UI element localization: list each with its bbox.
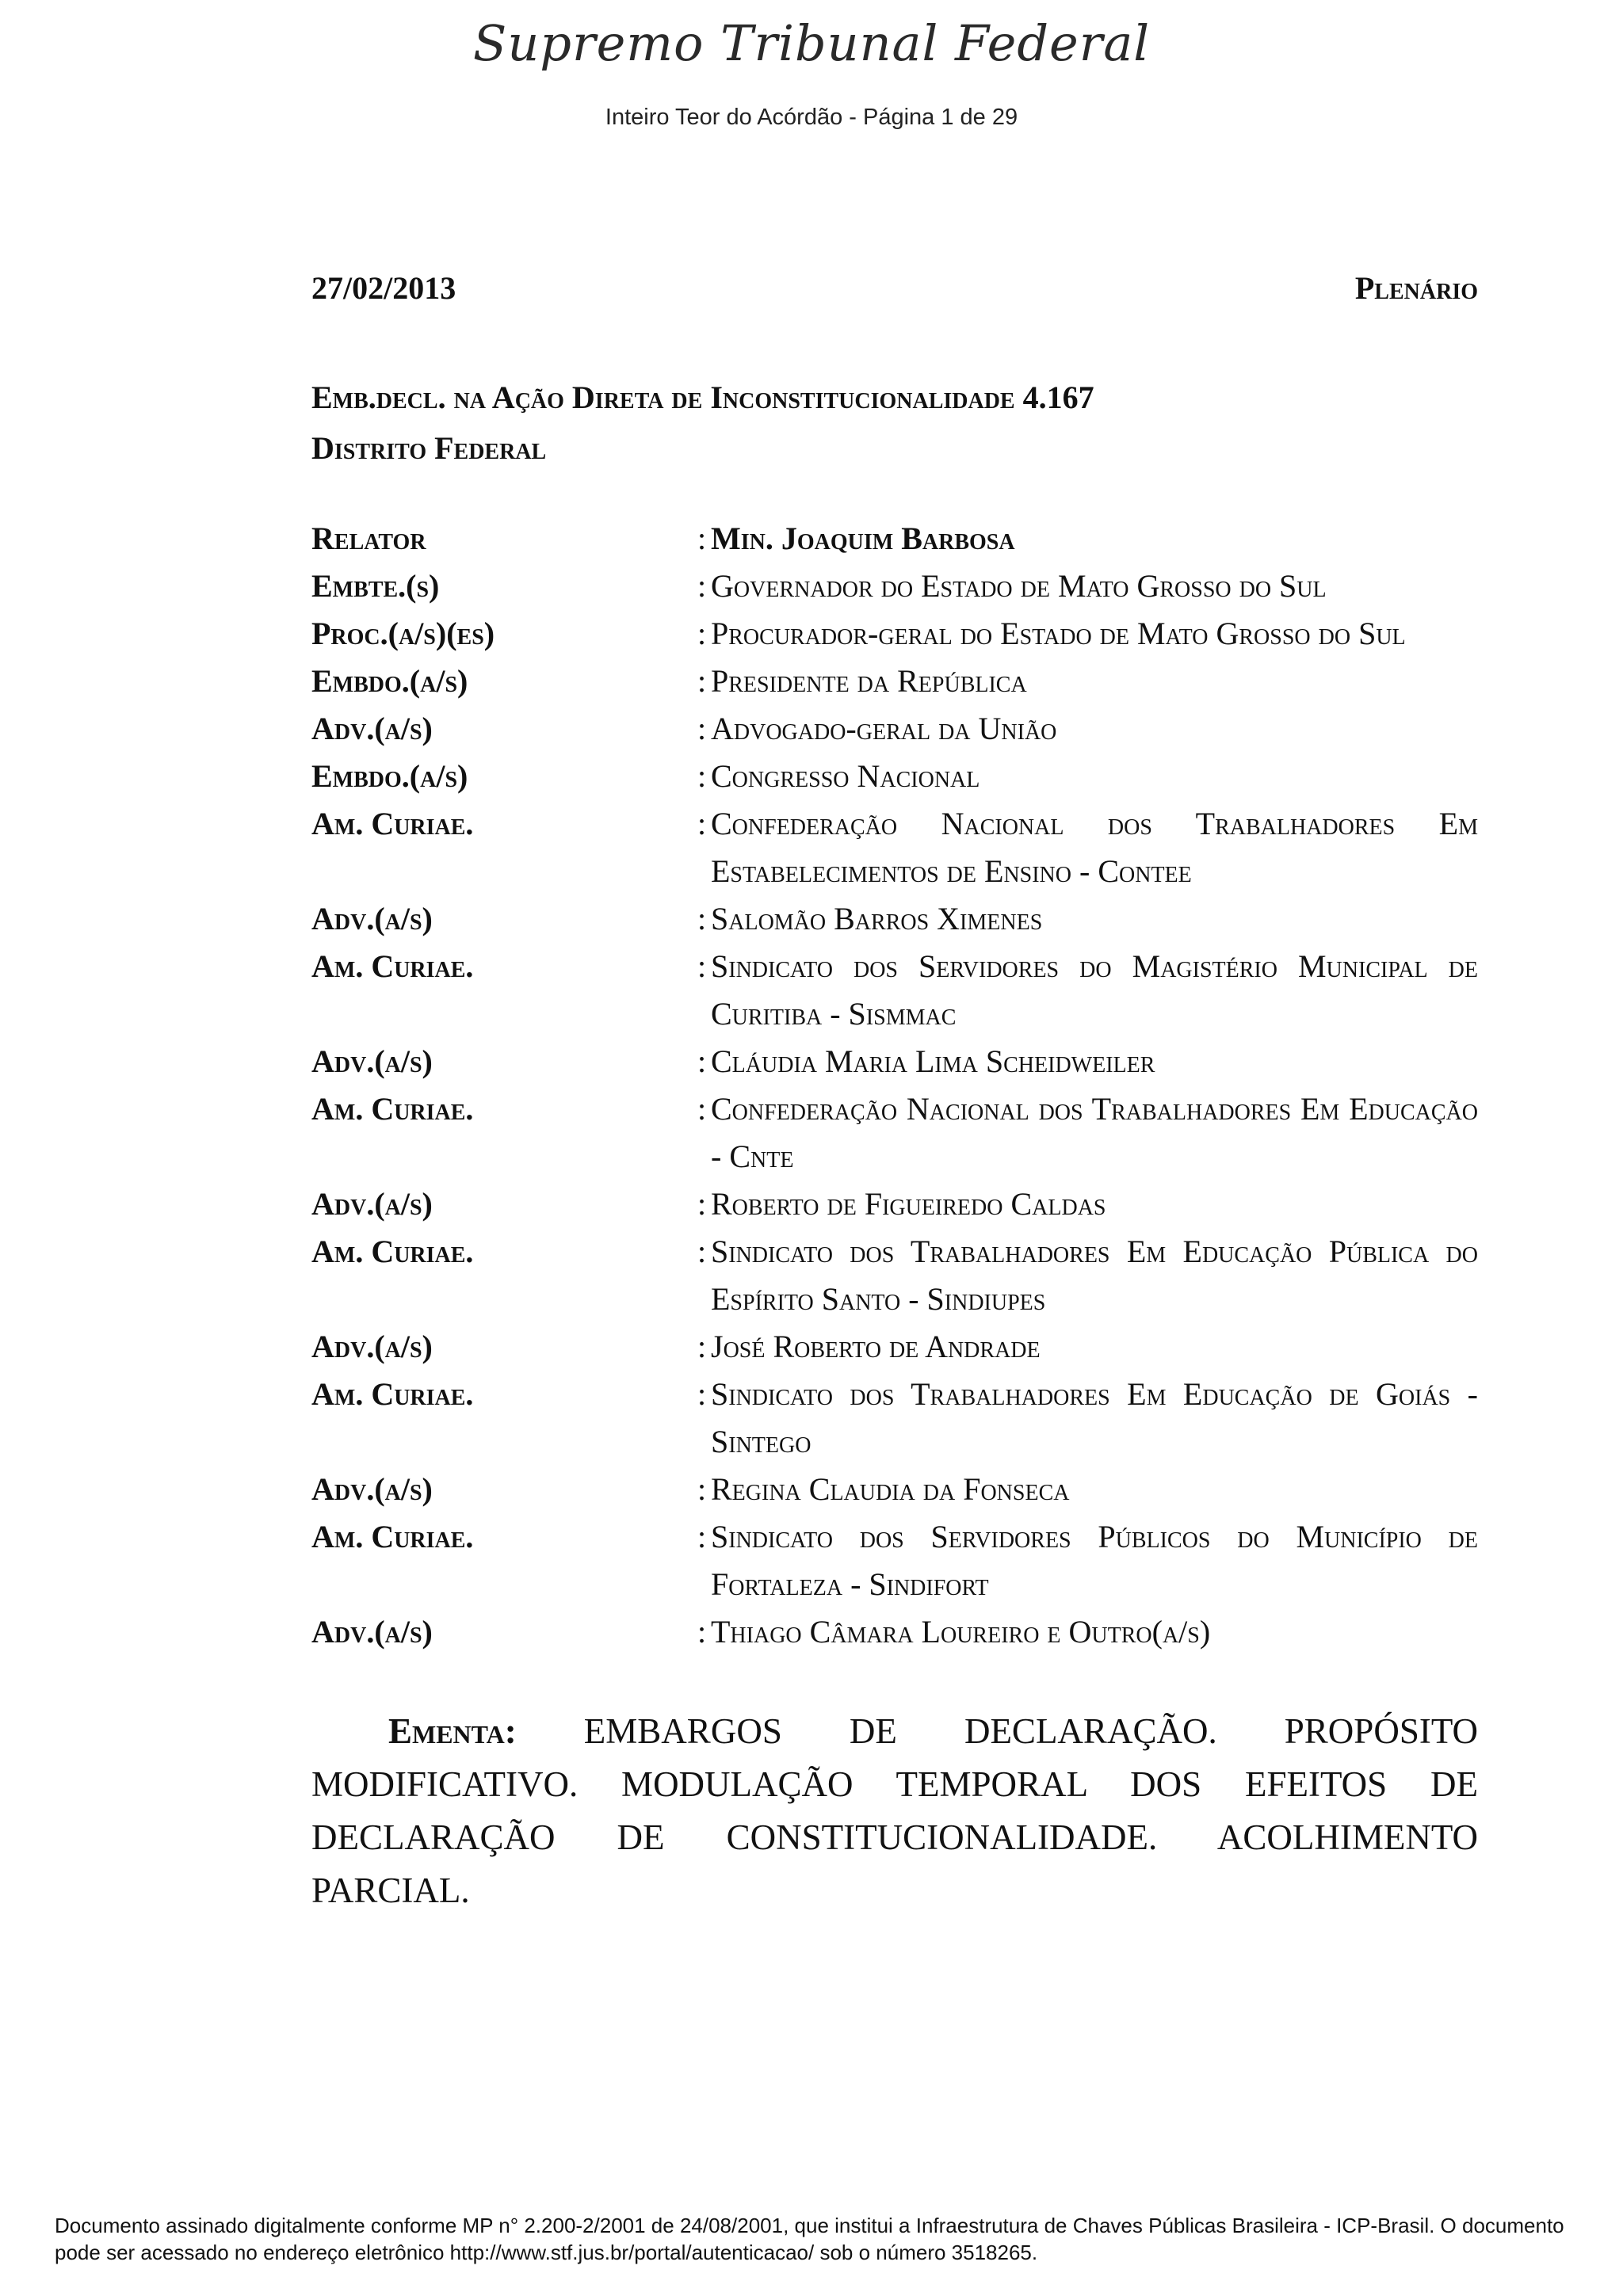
party-colon: :	[697, 1614, 707, 1650]
party-name: Sindicato dos Servidores do Magistério Municipal de Curitiba - Sismmac	[711, 948, 1478, 1032]
party-name: Regina Claudia da Fonseca	[711, 1471, 1070, 1507]
party-row	[311, 943, 1478, 1038]
party-role: Embte.(s)	[311, 568, 440, 604]
party-name: Advogado-geral da União	[711, 711, 1057, 746]
party-role: Adv.(a/s)	[311, 1471, 433, 1507]
page-info: Inteiro Teor do Acórdão - Página 1 de 29	[605, 105, 1018, 130]
document-body	[311, 269, 1478, 1917]
party-row	[311, 563, 1478, 610]
judgment-date: 27/02/2013	[311, 270, 456, 306]
party-row	[311, 895, 1478, 943]
ementa-paragraph	[311, 1705, 1478, 1917]
party-colon: :	[697, 1043, 707, 1079]
ementa-label: Ementa:	[388, 1711, 517, 1751]
party-row	[311, 1371, 1478, 1466]
case-title-line: Distrito Federal	[311, 430, 547, 466]
party-name: Sindicato dos Servidores Públicos do Município de Fortaleza - Sindifort	[711, 1519, 1478, 1602]
court-logo: Supremo Tribunal Federal	[472, 14, 1151, 72]
party-row	[311, 658, 1478, 705]
party-row	[311, 1466, 1478, 1513]
party-colon: :	[697, 663, 707, 699]
party-name: Thiago Câmara Loureiro e Outro(a/s)	[711, 1614, 1211, 1650]
party-name: Roberto de Figueiredo Caldas	[711, 1186, 1106, 1222]
party-role: Proc.(a/s)(es)	[311, 616, 495, 651]
party-role: Adv.(a/s)	[311, 1186, 433, 1222]
party-role: Embdo.(a/s)	[311, 663, 468, 699]
party-role: Adv.(a/s)	[311, 1614, 433, 1650]
party-name: José Roberto de Andrade	[711, 1329, 1041, 1364]
party-colon: :	[697, 806, 707, 841]
party-row	[311, 753, 1478, 800]
party-name: Congresso Nacional	[711, 758, 980, 794]
party-role: Am. Curiae.	[311, 806, 474, 841]
party-row	[311, 1323, 1478, 1371]
document-header-row	[311, 269, 1478, 314]
party-name: Procurador-geral do Estado de Mato Grosso do Sul	[711, 616, 1406, 651]
party-name: Min. Joaquim Barbosa	[711, 521, 1015, 556]
party-colon: :	[697, 758, 707, 794]
party-colon: :	[697, 1376, 707, 1412]
party-role: Am. Curiae.	[311, 1091, 474, 1127]
case-title	[311, 372, 1478, 474]
party-colon: :	[697, 616, 707, 651]
party-colon: :	[697, 1234, 707, 1269]
party-row	[311, 705, 1478, 753]
party-role: Am. Curiae.	[311, 948, 474, 984]
party-colon: :	[697, 1329, 707, 1364]
party-name: Cláudia Maria Lima Scheidweiler	[711, 1043, 1155, 1079]
party-role: Adv.(a/s)	[311, 1329, 433, 1364]
ementa-text: EMBARGOS DE DECLARAÇÃO. PROPÓSITO MODIFICATIVO. MODULAÇÃO TEMPORAL DOS EFEITOS DE DECLARAÇÃO DE CONSTITUCIONALIDADE. ACOLHIMENTO PARCIAL.	[311, 1711, 1479, 1910]
party-name: Sindicato dos Trabalhadores Em Educação de Goiás - Sintego	[711, 1376, 1479, 1459]
party-name: Confederação Nacional dos Trabalhadores Em Educação - Cnte	[711, 1091, 1478, 1174]
party-colon: :	[697, 521, 707, 556]
party-role: Adv.(a/s)	[311, 1043, 433, 1079]
party-colon: :	[697, 1186, 707, 1222]
party-colon: :	[697, 901, 707, 936]
party-colon: :	[697, 948, 707, 984]
party-name: Presidente da República	[711, 663, 1027, 699]
party-row	[311, 800, 1478, 895]
party-row	[311, 1180, 1478, 1228]
party-name: Confederação Nacional dos Trabalhadores Em Estabelecimentos de Ensino - Contee	[711, 806, 1478, 889]
parties-list	[311, 515, 1478, 1656]
party-role: Am. Curiae.	[311, 1519, 474, 1554]
party-colon: :	[697, 1471, 707, 1507]
party-row	[311, 1608, 1478, 1656]
party-colon: :	[697, 568, 707, 604]
party-name: Governador do Estado de Mato Grosso do Sul	[711, 568, 1327, 604]
party-row	[311, 610, 1478, 658]
party-row	[311, 1085, 1478, 1180]
party-role: Am. Curiae.	[311, 1234, 474, 1269]
session-type: Plenário	[1354, 270, 1478, 306]
party-name: Salomão Barros Ximenes	[711, 901, 1043, 936]
case-title-line: Emb.decl. na Ação Direta de Inconstitucionalidade 4.167	[311, 379, 1094, 415]
party-colon: :	[697, 1091, 707, 1127]
party-name: Sindicato dos Trabalhadores Em Educação Pública do Espírito Santo - Sindiupes	[711, 1234, 1478, 1317]
party-row	[311, 1038, 1478, 1085]
party-role: Am. Curiae.	[311, 1376, 474, 1412]
party-colon: :	[697, 1519, 707, 1554]
party-role: Relator	[311, 521, 426, 556]
party-colon: :	[697, 711, 707, 746]
party-row	[311, 1228, 1478, 1323]
party-role: Adv.(a/s)	[311, 901, 433, 936]
party-role: Adv.(a/s)	[311, 711, 433, 746]
party-role: Embdo.(a/s)	[311, 758, 468, 794]
party-row	[311, 1513, 1478, 1608]
digital-signature-notice: Documento assinado digitalmente conforme MP n° 2.200-2/2001 de 24/08/2001, que institui a Infraestrutura de Chaves Públicas Brasileira - ICP-Brasil. O documento pode ser acessado no endereço eletrônico http://www.stf.jus.br/portal/autenticacao/ sob o número 3518265.	[55, 2214, 1564, 2264]
party-row	[311, 515, 1478, 563]
